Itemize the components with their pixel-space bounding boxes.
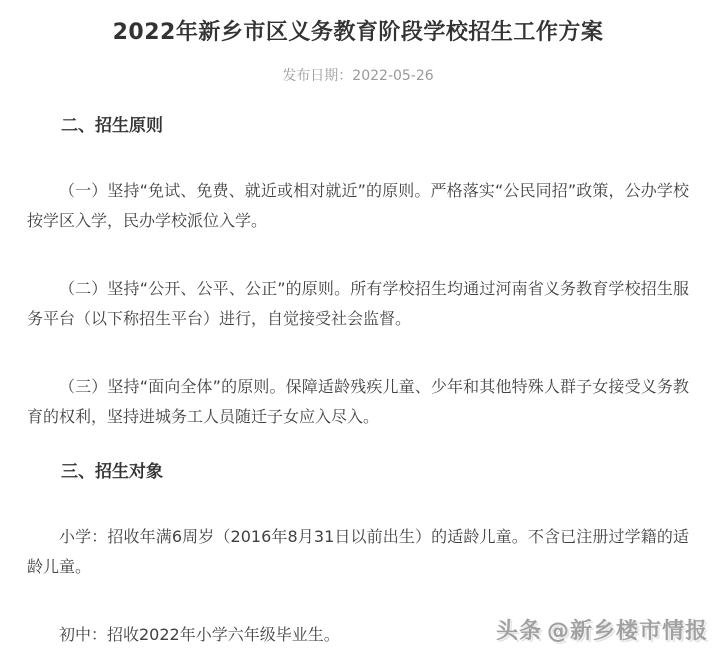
watermark-handle: @新乡楼市情报 (546, 619, 708, 644)
paragraph-junior-high: 初中：招收2022年小学六年级毕业生。 (59, 625, 340, 644)
section-heading-enrollment-targets: 三、招生对象 (61, 462, 163, 482)
paragraph-principle-3: （三）坚持“面向全体”的原则。保障适龄残疾儿童、少年和其他特殊人群子女接受义务教育的权利，坚持进城务工人员随迁子女应入尽入。 (27, 377, 689, 426)
paragraph-principle-1: （一）坚持“免试、免费、就近或相对就近”的原则。严格落实“公民同招”政策，公办学校按学区入学，民办学校派位入学。 (27, 181, 689, 230)
section-heading-enrollment-principles: 二、招生原则 (61, 116, 163, 136)
paragraph-principle-2: （二）坚持“公开、公平、公正”的原则。所有学校招生均通过河南省义务教育学校招生服务平台（以下称招生平台）进行，自觉接受社会监督。 (27, 279, 689, 328)
paragraph-primary-school: 小学：招收年满6周岁（2016年8月31日以前出生）的适龄儿童。不含已注册过学籍的适龄儿童。 (27, 527, 689, 576)
toutiao-logo: 头条 (495, 619, 542, 644)
watermark (496, 614, 708, 645)
publish-date: 发布日期：2022-05-26 (282, 68, 434, 84)
page-title: 2022年新乡市区义务教育阶段学校招生工作方案 (112, 20, 604, 45)
